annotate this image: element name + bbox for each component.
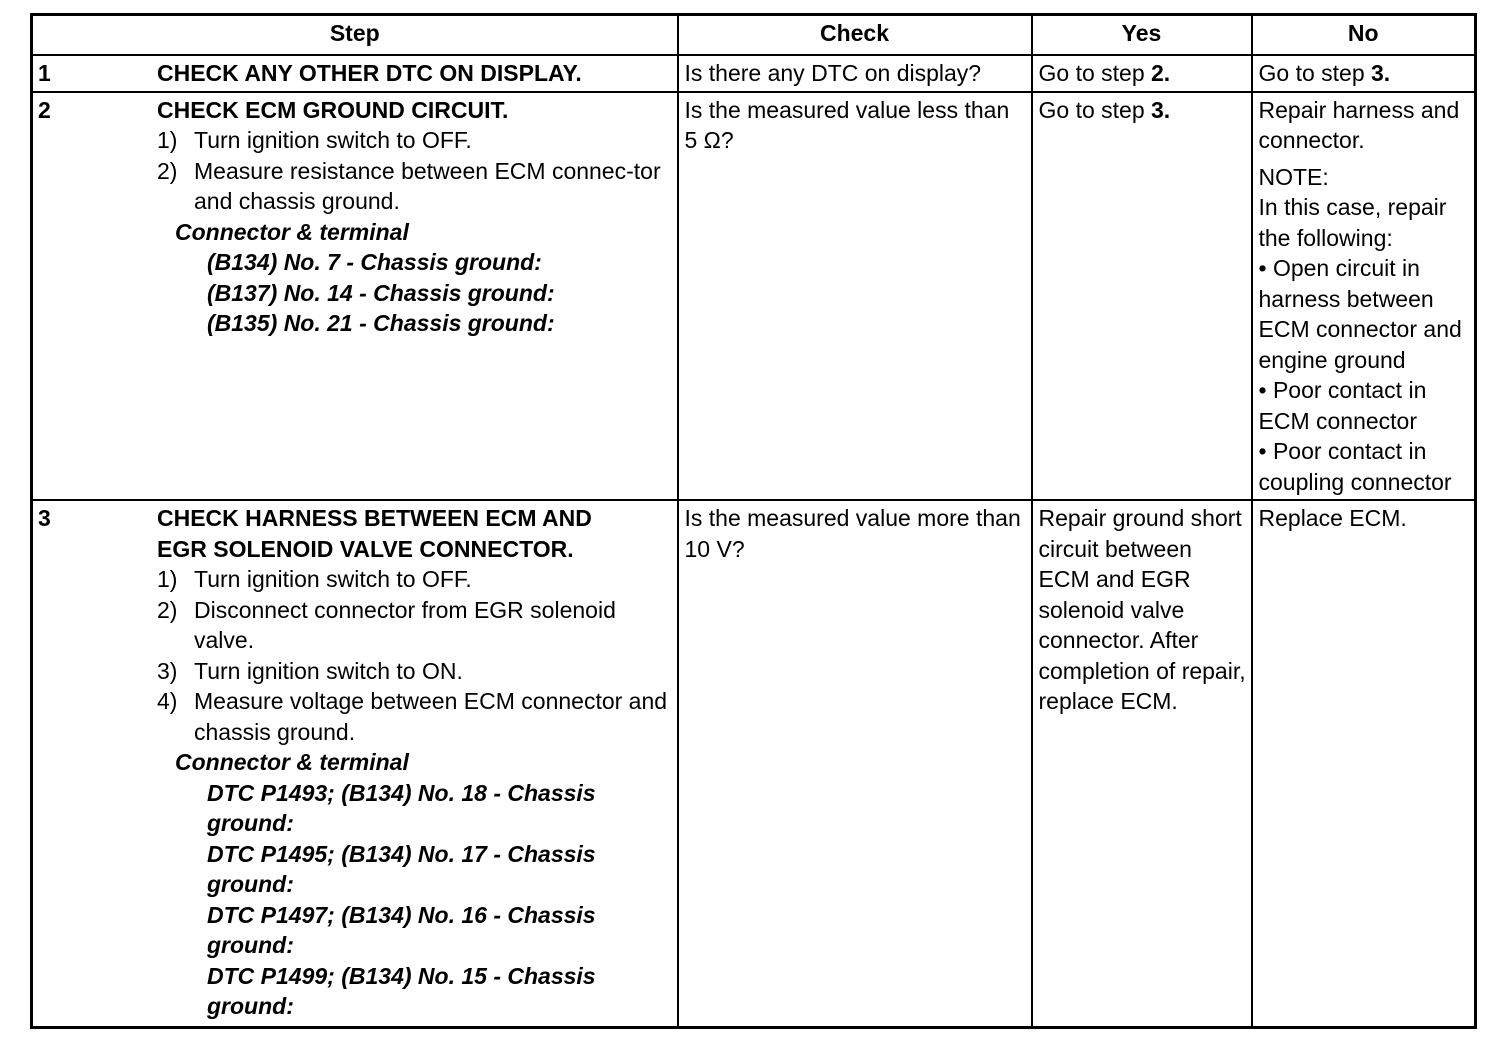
- no-text: Go to step: [1258, 60, 1372, 86]
- table-row: [32, 55, 1476, 92]
- note-bullet: • Open circuit in harness between ECM connector and engine ground: [1258, 255, 1462, 373]
- substep-text: Measure resistance between ECM connec-tor and chassis ground.: [194, 157, 661, 214]
- substep-number: 2): [157, 157, 178, 184]
- note-bullet: • Poor contact in ECM connector: [1258, 377, 1427, 434]
- step-cell: [32, 92, 678, 501]
- connector-line: DTC P1495; (B134) No. 17 - Chassis ground:: [207, 840, 596, 897]
- no-text: Repair harness and connector.: [1258, 96, 1460, 153]
- header-no: No: [1252, 15, 1476, 56]
- connector-line: (B134) No. 7 - Chassis ground:: [207, 249, 542, 275]
- connector-line: DTC P1499; (B134) No. 15 - Chassis ground:: [207, 962, 596, 1019]
- check-cell: Is the measured value less than 5 Ω?: [678, 92, 1032, 501]
- substep-number: 2): [157, 596, 178, 623]
- step-number: 1: [38, 60, 51, 86]
- substep: [157, 564, 673, 595]
- header-row: [32, 15, 1476, 56]
- no-cell: [1252, 92, 1476, 501]
- substep: [157, 656, 673, 687]
- step-cell: [32, 500, 678, 1027]
- diagnostic-table: [30, 13, 1477, 1029]
- header-step: Step: [32, 15, 678, 56]
- substep: [157, 156, 673, 217]
- yes-cell: [1032, 55, 1252, 92]
- connector-line: (B137) No. 14 - Chassis ground:: [207, 279, 555, 306]
- check-cell: Is the measured value more than 10 V?: [678, 500, 1032, 1027]
- connector-line: DTC P1497; (B134) No. 16 - Chassis ground:: [207, 901, 596, 958]
- yes-text: Go to step: [1038, 96, 1152, 123]
- substep: [157, 125, 673, 156]
- substep-text: Disconnect connector from EGR solenoid valve.: [194, 596, 616, 653]
- step-number: 3: [38, 505, 51, 531]
- yes-cell: Repair ground short circuit between ECM and EGR solenoid valve connector. After completion of repair, replace ECM.: [1032, 500, 1252, 1027]
- step-title: CHECK ANY OTHER DTC ON DISPLAY.: [157, 60, 582, 86]
- substep-text: Turn ignition switch to ON.: [194, 657, 463, 684]
- substep-text: Turn ignition switch to OFF.: [194, 566, 472, 592]
- connector-line: (B135) No. 21 - Chassis ground:: [207, 310, 555, 336]
- header-yes: Yes: [1032, 15, 1252, 56]
- step-number: 2: [38, 96, 51, 123]
- yes-step-ref: 3.: [1151, 96, 1171, 123]
- step-title: EGR SOLENOID VALVE CONNECTOR.: [157, 535, 574, 562]
- step-cell: [32, 55, 678, 92]
- check-cell: Is there any DTC on display?: [678, 55, 1032, 92]
- note-text: In this case, repair the following:: [1258, 194, 1447, 251]
- header-check: Check: [678, 15, 1032, 56]
- step-title: CHECK HARNESS BETWEEN ECM AND: [157, 505, 592, 531]
- note-bullet: • Poor contact in coupling connector: [1258, 438, 1452, 495]
- yes-step-ref: 2.: [1151, 60, 1171, 86]
- connector-title: Connector & terminal: [175, 749, 409, 775]
- table-row: [32, 92, 1476, 501]
- table-row: [32, 500, 1476, 1027]
- note-label: NOTE:: [1258, 163, 1329, 190]
- substep: [157, 595, 673, 656]
- no-cell: Replace ECM.: [1252, 500, 1476, 1027]
- substep-number: 3): [157, 657, 178, 684]
- substep-number: 1): [157, 566, 178, 592]
- yes-cell: [1032, 92, 1252, 501]
- substep-number: 1): [157, 127, 178, 153]
- no-cell: [1252, 55, 1476, 92]
- step-title: CHECK ECM GROUND CIRCUIT.: [157, 96, 509, 123]
- substep-number: 4): [157, 688, 178, 714]
- connector-title: Connector & terminal: [175, 218, 409, 245]
- yes-text: Go to step: [1038, 60, 1152, 86]
- connector-line: DTC P1493; (B134) No. 18 - Chassis ground:: [207, 779, 596, 836]
- substep: [157, 686, 673, 747]
- substep-text: Measure voltage between ECM connector and chassis ground.: [194, 688, 668, 745]
- substep-text: Turn ignition switch to OFF.: [194, 127, 472, 153]
- no-step-ref: 3.: [1371, 60, 1391, 86]
